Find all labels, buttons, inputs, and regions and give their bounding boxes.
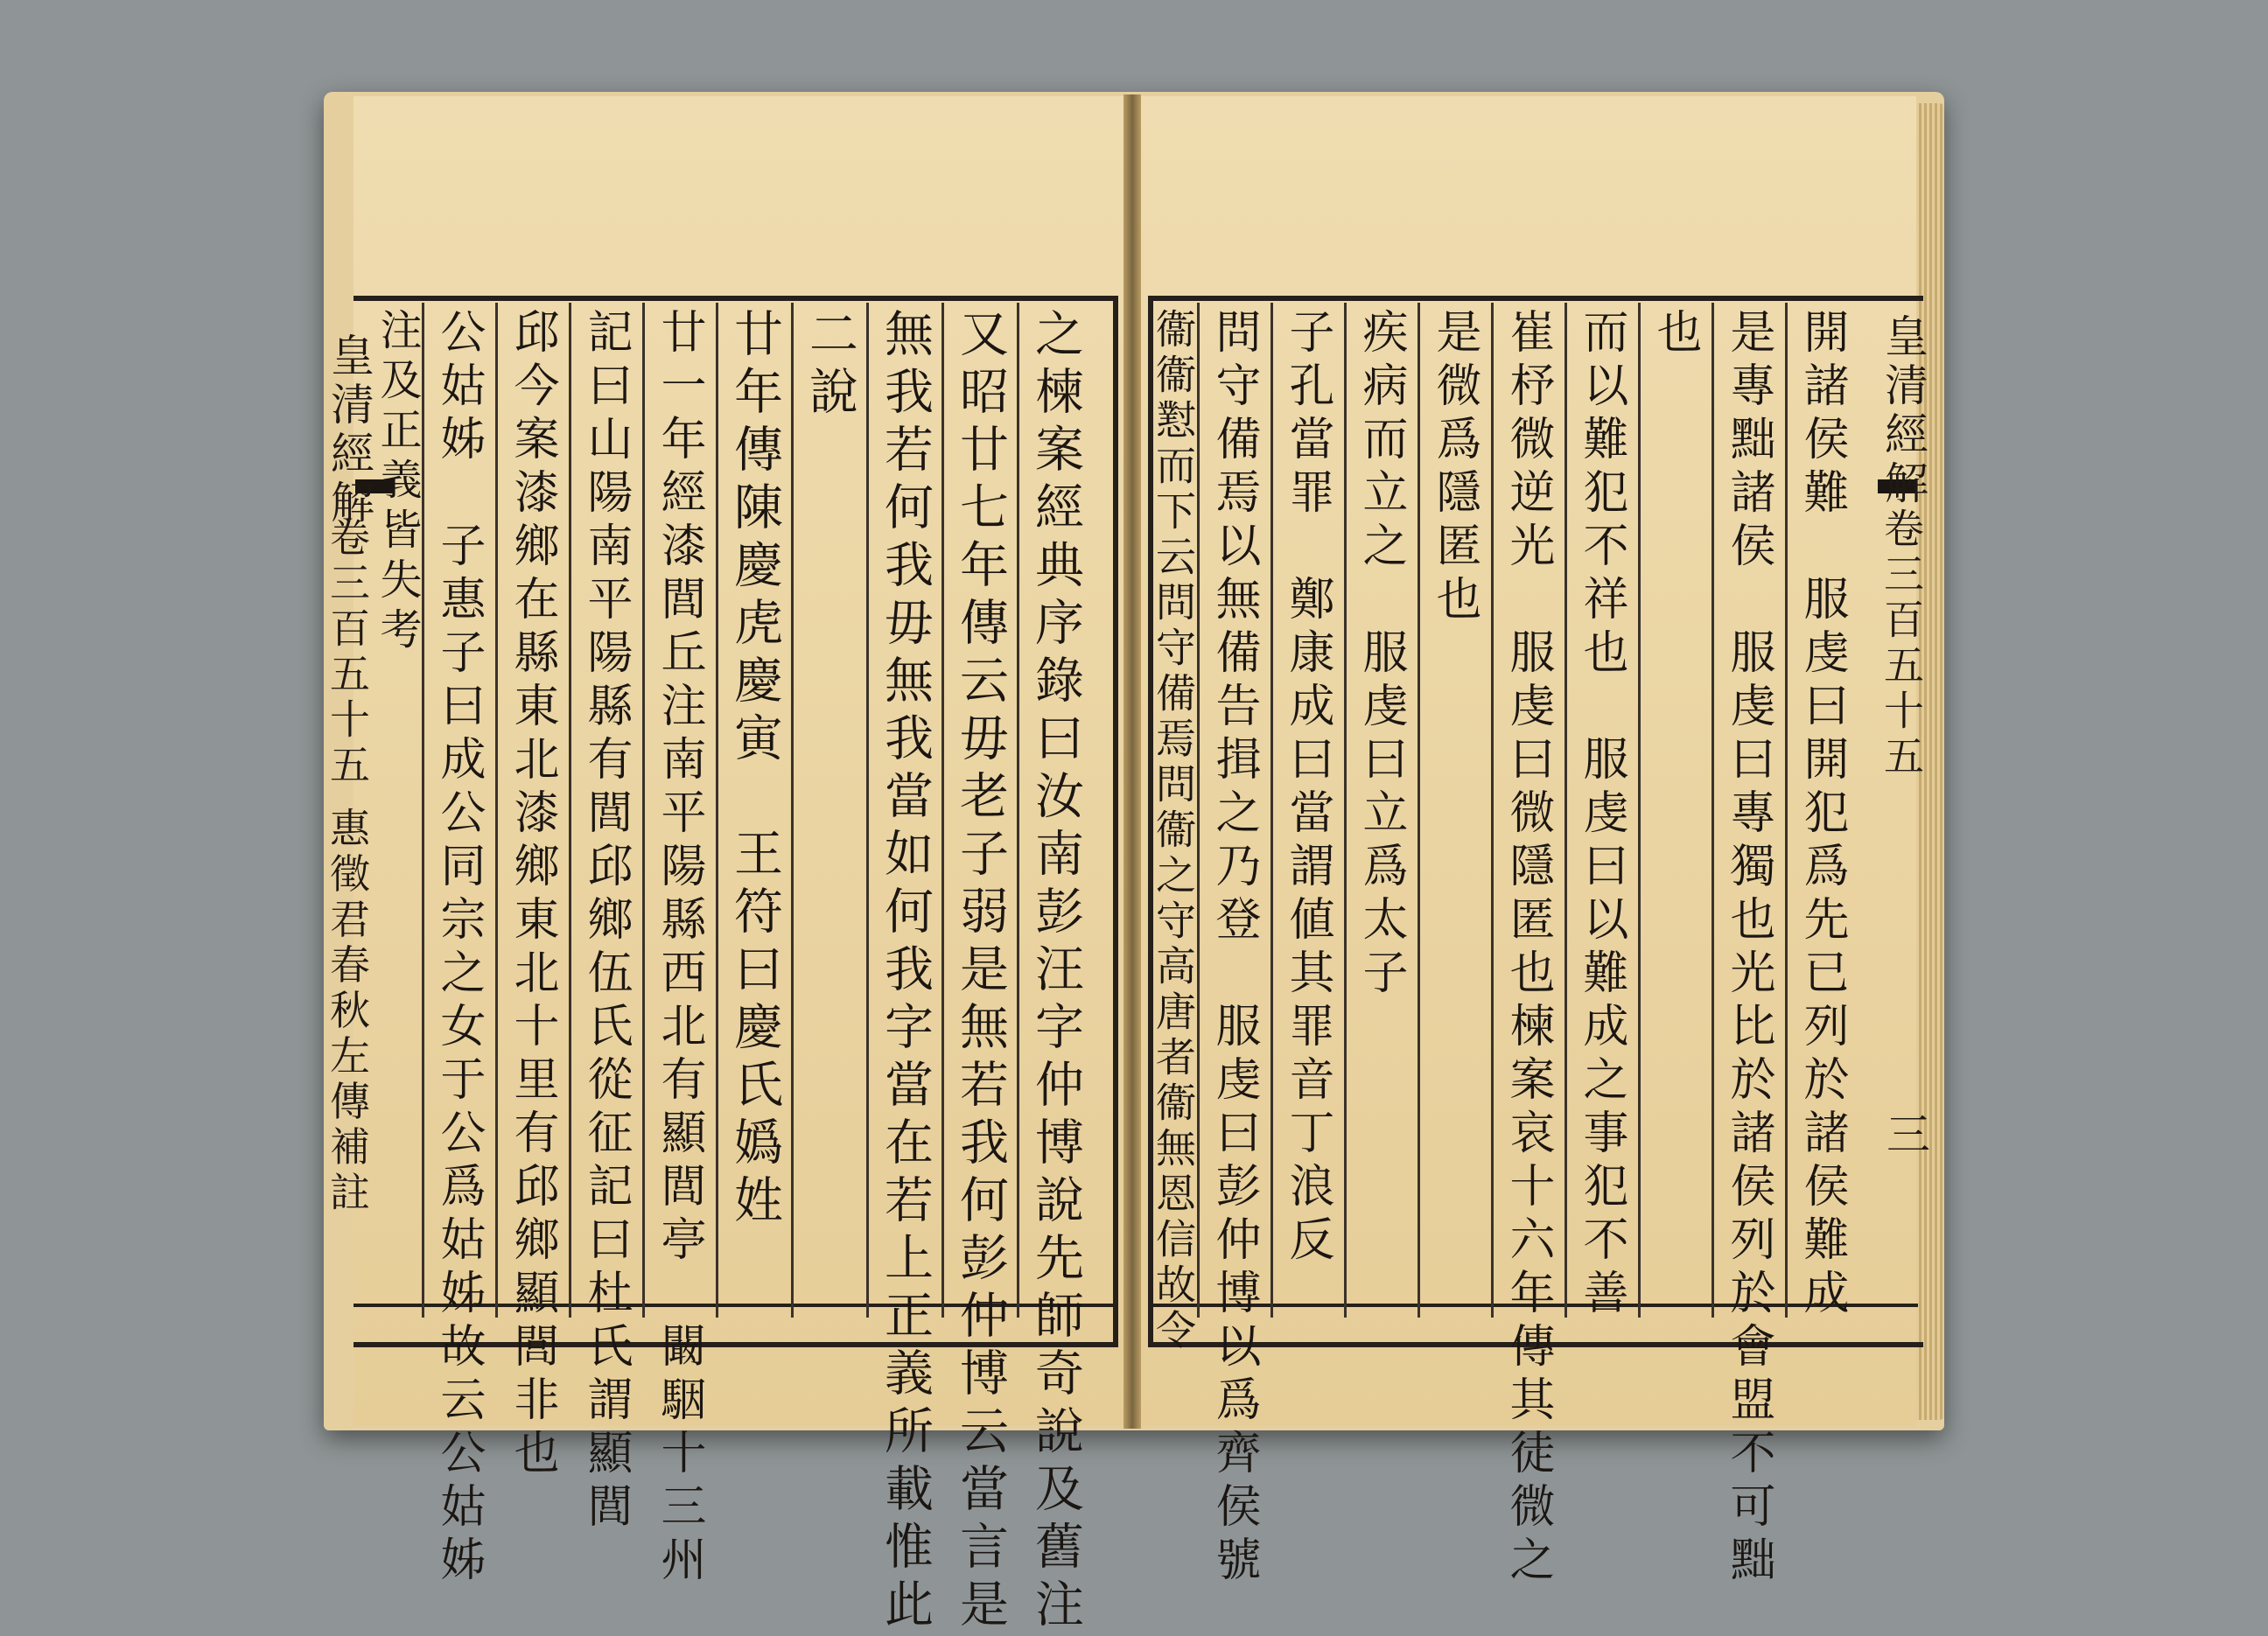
right-column-10: 衞衞懟而下云問守備焉問衞之守高唐者衞無恩信故令: [1150, 308, 1197, 1354]
column-divider: [1270, 303, 1273, 1318]
right-column-1: 開諸侯難 服虔曰開犯爲先已列於諸侯難成: [1796, 308, 1848, 1322]
right-column-2: 是專黜諸侯 服虔曰專獨也光比於諸侯列於會盟不可黜: [1722, 308, 1774, 1589]
column-divider: [1638, 303, 1641, 1318]
right-column-3: 也: [1648, 308, 1701, 361]
column-divider: [942, 303, 944, 1318]
right-margin-subtitle: 卷三百五十五: [1878, 507, 1925, 780]
right-column-9: 問守備焉以無備告揖之乃登 服虔曰彭仲博以爲齊侯號: [1208, 308, 1260, 1589]
right-margin-title: 皇清經解: [1878, 313, 1928, 509]
left-column-10: 注及正義皆失考: [373, 308, 422, 657]
column-divider: [1785, 303, 1788, 1318]
left-column-4: 二說: [802, 308, 858, 423]
left-margin-subtitle: 卷三百五十五 惠徵君春秋左傳補註: [324, 516, 371, 1217]
column-divider: [1017, 303, 1019, 1318]
left-margin-title: 皇清經解: [324, 332, 374, 528]
column-divider: [1197, 303, 1200, 1318]
column-divider: [495, 303, 498, 1318]
left-column-8: 邱今案漆鄉在縣東北漆鄉東北十里有邱鄉顯閭非也: [506, 308, 558, 1482]
column-divider: [422, 303, 424, 1318]
column-divider: [1491, 303, 1494, 1318]
left-column-2: 又昭廿七年傳云毋老子弱是無若我何彭仲博云當言是: [952, 308, 1009, 1636]
left-column-5: 廿年傳陳慶虎慶寅 王符曰慶氏嬀姓: [726, 308, 783, 1232]
left-column-3: 無我若何我毋無我當如何我字當在若上正義所載惟此: [877, 308, 934, 1636]
column-divider: [1344, 303, 1347, 1318]
column-divider: [1712, 303, 1714, 1318]
left-column-1: 之楝案經典序錄曰汝南彭汪字仲博說先師奇說及舊注: [1027, 308, 1084, 1636]
book-gutter: [1124, 94, 1141, 1429]
column-divider: [1564, 303, 1567, 1318]
right-column-8: 子孔當罪 鄭康成曰當謂値其罪音丁浪反: [1281, 308, 1334, 1269]
column-divider: [642, 303, 645, 1318]
left-column-9: 公姑姊 子惠子曰成公同宗之女于公爲姑姊故云公姑姊: [432, 308, 485, 1589]
right-column-7: 疾病而立之 服虔曰立爲太子: [1354, 308, 1407, 1002]
left-column-7: 記曰山陽南平陽縣有閭邱鄉伍氏從征記曰杜氏謂顯閭: [579, 308, 632, 1535]
left-column-6: 廿一年經漆閭丘注南平陽縣西北有顯閭亭 闞駰十三州: [653, 308, 705, 1589]
column-divider: [569, 303, 571, 1318]
right-column-4: 而以難犯不祥也 服虔曰以難成之事犯不善: [1575, 308, 1628, 1322]
column-divider: [716, 303, 718, 1318]
right-column-5: 崔杼微逆光 服虔曰微隱匿也楝案哀十六年傳其徒微之: [1502, 308, 1554, 1589]
column-divider: [866, 303, 869, 1318]
column-divider: [1418, 303, 1420, 1318]
right-column-6: 是微爲隱匿也: [1428, 308, 1480, 628]
column-divider: [791, 303, 794, 1318]
page-number: 三: [1880, 1111, 1930, 1160]
